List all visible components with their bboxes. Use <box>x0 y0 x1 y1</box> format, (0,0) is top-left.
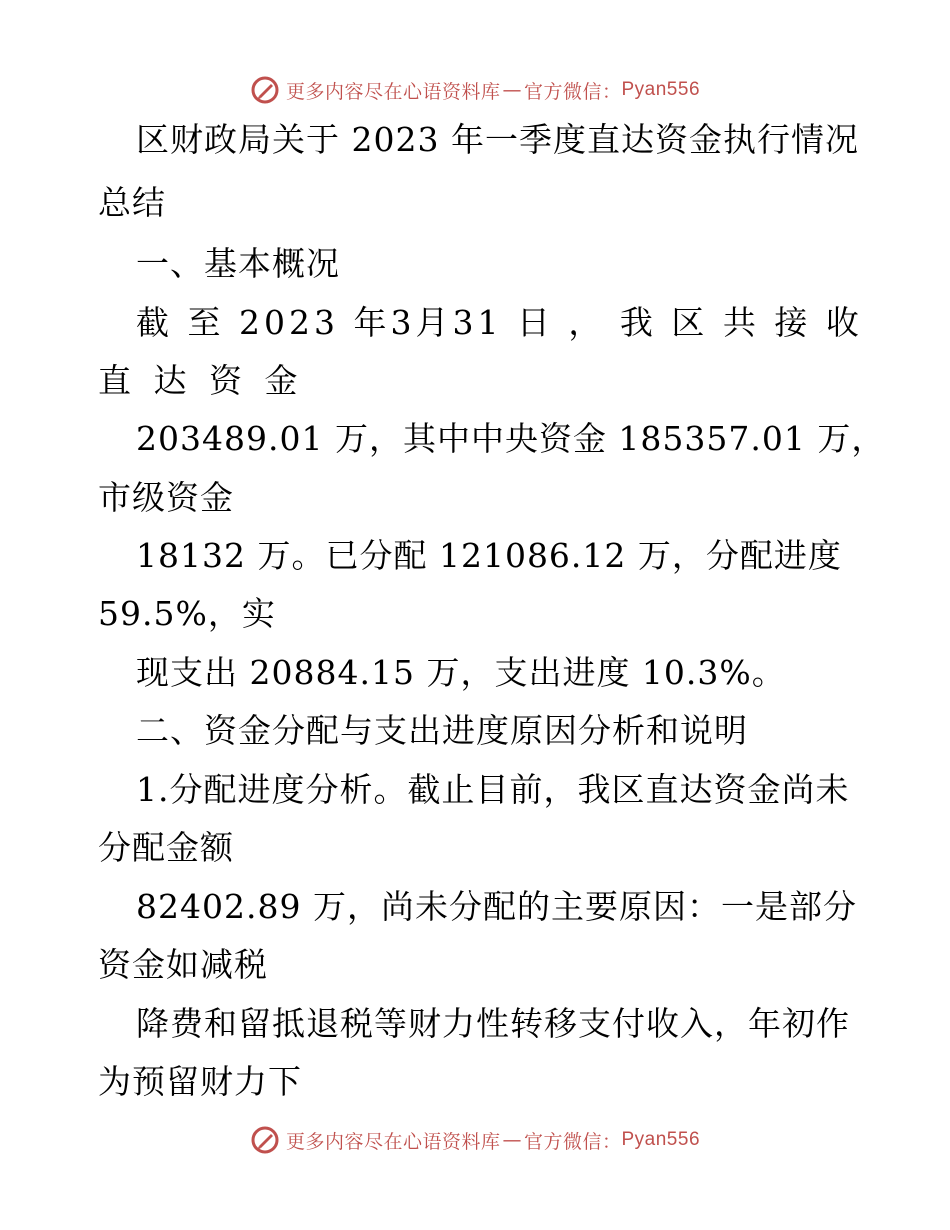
watermark-official-label: 官方微信： <box>523 80 622 103</box>
watermark-wechat-id: Pyan556 <box>621 1129 701 1150</box>
watermark-separator: — <box>502 79 522 101</box>
paragraph-line: 降费和留抵退税等财力性转移支付收入，年初作 <box>136 1004 850 1043</box>
paragraph-line: 59.5%，实 <box>98 594 276 633</box>
paragraph-line: 市级资金 <box>98 478 234 517</box>
title-line-1: 区财政局关于 2023 年一季度直达资金执行情况 <box>136 120 859 159</box>
watermark-separator: — <box>502 1129 522 1151</box>
watermark-text: 更多内容尽在心语资料库 <box>285 80 501 103</box>
quill-logo-icon <box>250 1125 280 1155</box>
watermark-official-label: 官方微信： <box>523 1130 622 1153</box>
footer-watermark <box>0 1120 950 1160</box>
header-watermark <box>0 70 950 110</box>
paragraph-line: 为预留财力下 <box>98 1062 302 1101</box>
paragraph-line: 203489.01 万，其中中央资金 185357.01 万， <box>136 419 886 458</box>
paragraph-line: 1.分配进度分析。截止目前，我区直达资金尚未 <box>136 770 850 809</box>
title-line-2: 总结 <box>98 183 166 222</box>
section-heading-2: 二、资金分配与支出进度原因分析和说明 <box>136 711 748 750</box>
watermark-wechat-id: Pyan556 <box>621 79 701 100</box>
paragraph-line: 资金如减税 <box>98 945 268 984</box>
paragraph-line: 直 达 资 金 <box>98 361 304 400</box>
paragraph-line: 现支出 20884.15 万，支出进度 10.3%。 <box>136 653 786 692</box>
paragraph-line: 18132 万。已分配 121086.12 万，分配进度 <box>136 536 842 575</box>
paragraph-line: 分配金额 <box>98 828 234 867</box>
section-heading-1: 一、基本概况 <box>136 244 340 283</box>
watermark-text: 更多内容尽在心语资料库 <box>285 1130 501 1153</box>
paragraph-line: 截 至 2023 年3月31 日 ， 我 区 共 接 收 <box>136 303 863 342</box>
quill-logo-icon <box>250 75 280 105</box>
paragraph-line: 82402.89 万，尚未分配的主要原因：一是部分 <box>136 887 857 926</box>
